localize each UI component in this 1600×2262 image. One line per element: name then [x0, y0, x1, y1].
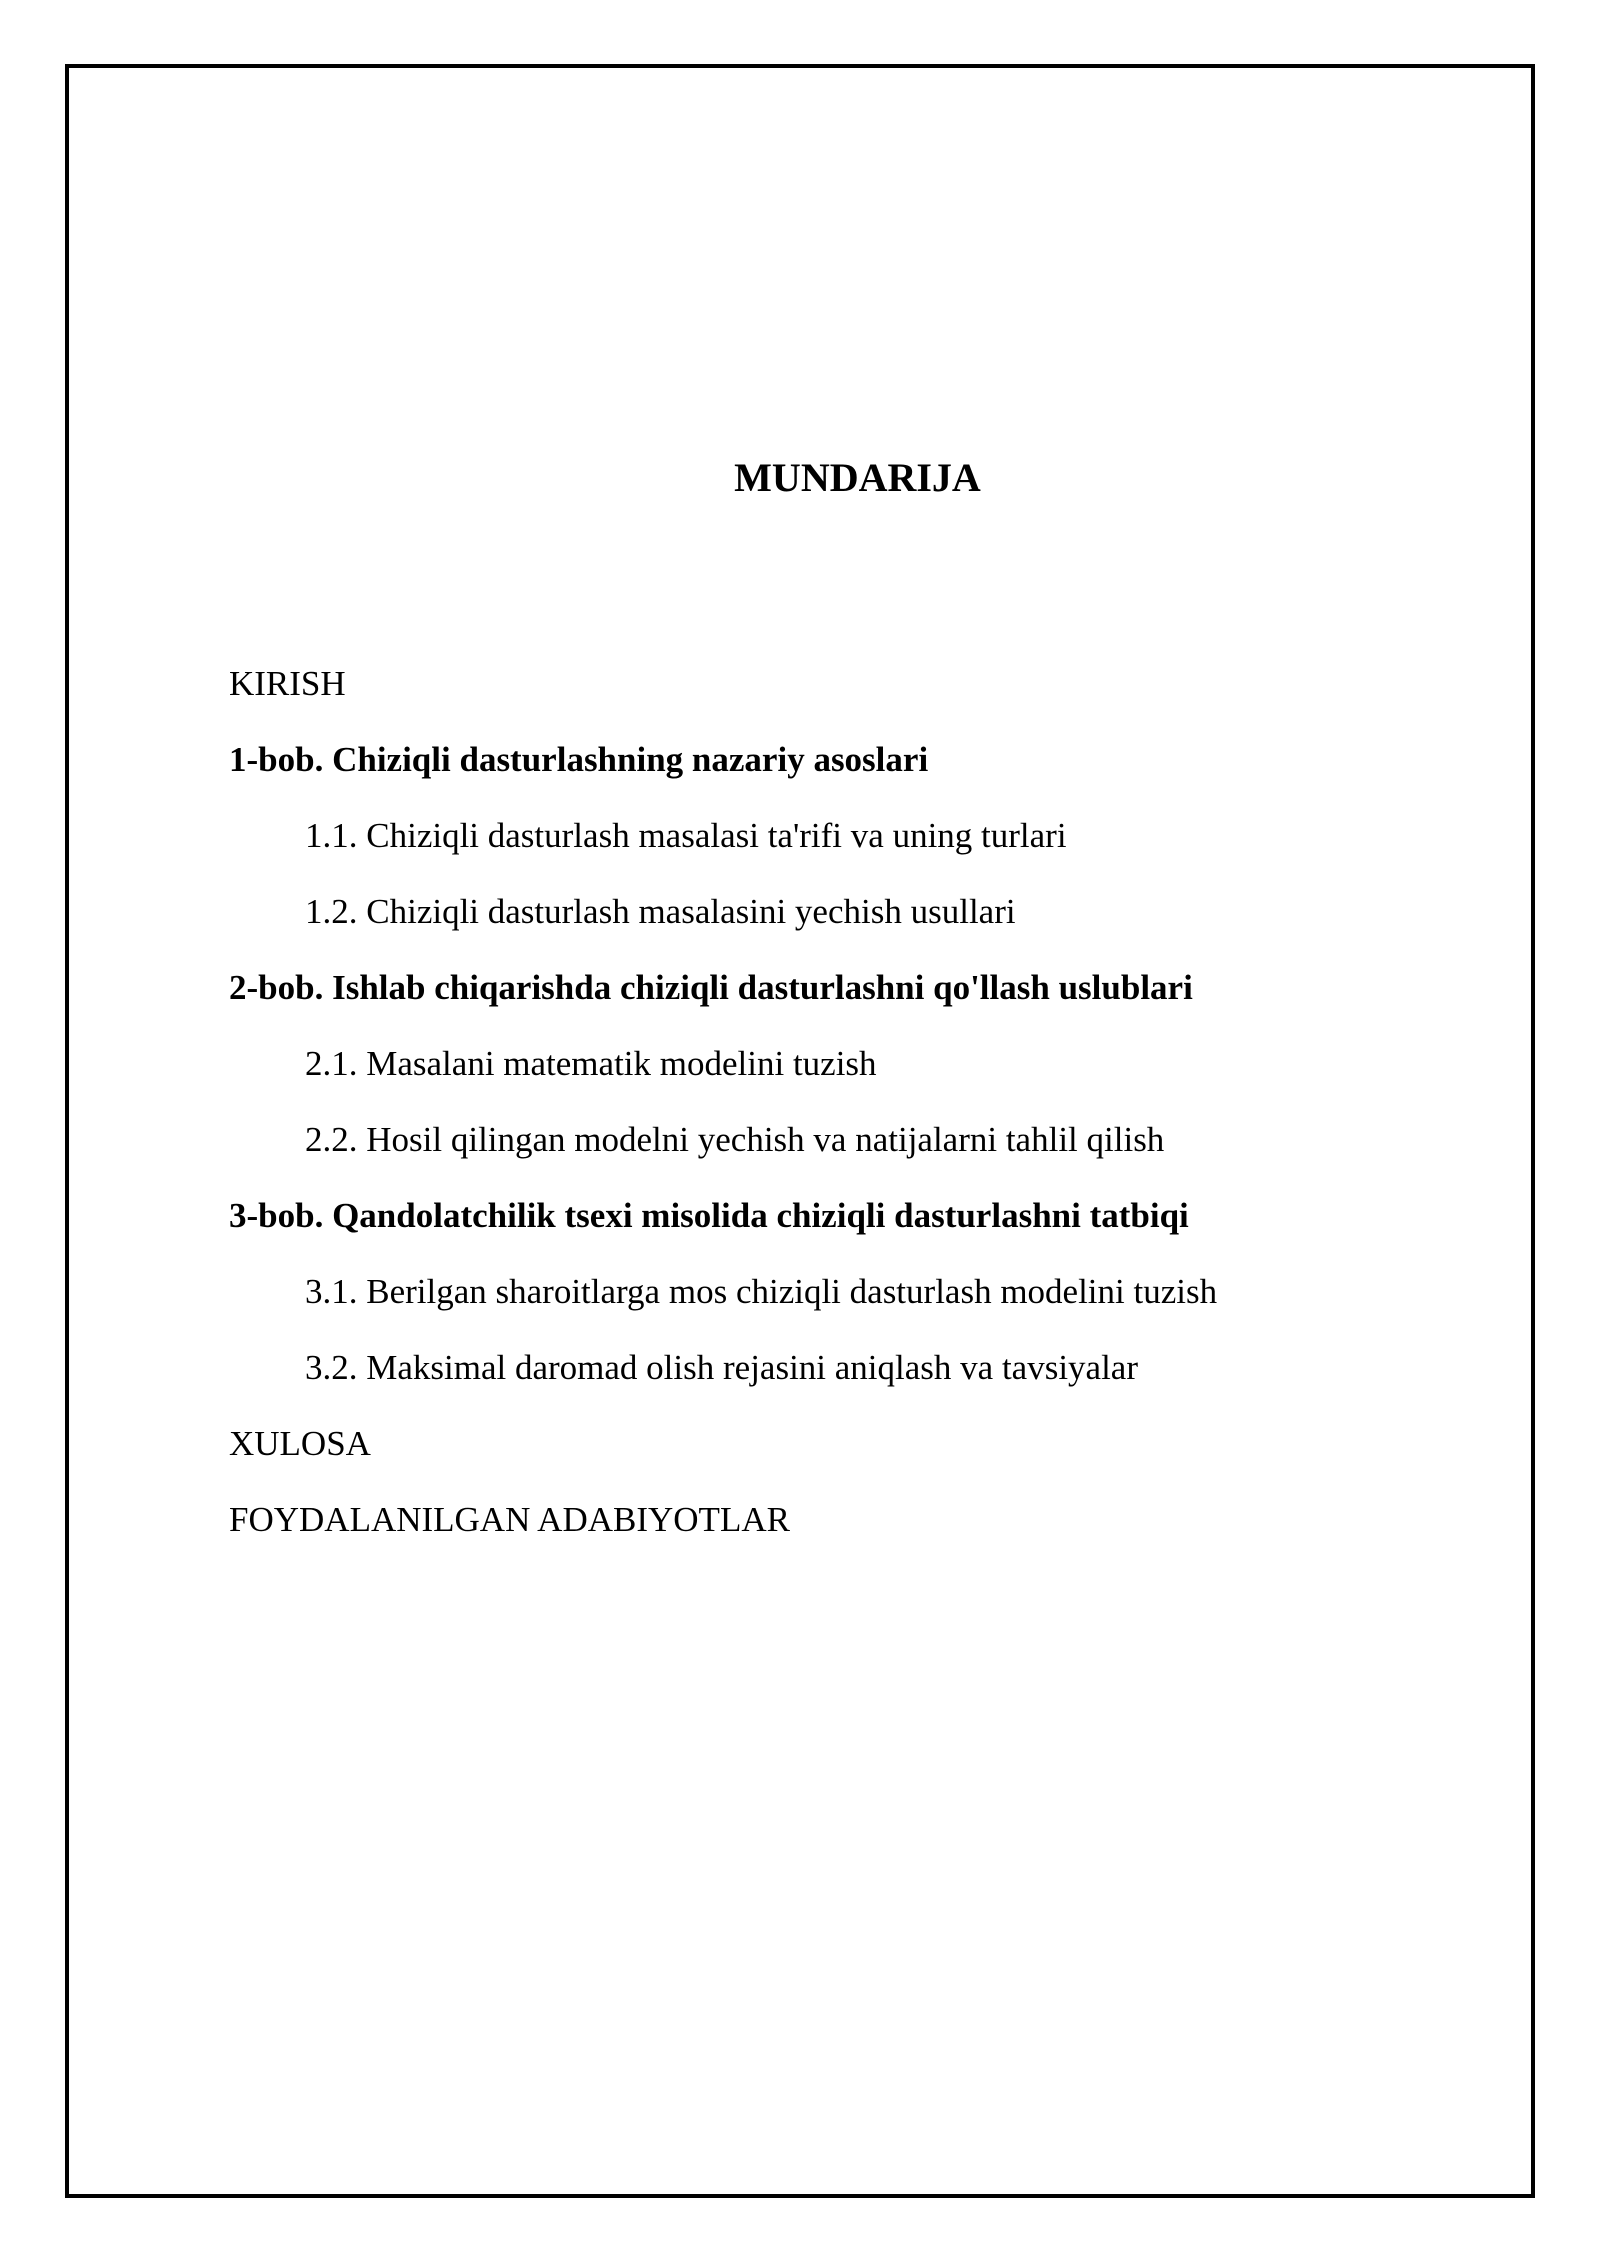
- toc-item-kirish: KIRISH: [229, 664, 346, 703]
- toc-item-xulosa: XULOSA: [229, 1424, 371, 1463]
- toc-section-3-2: 3.2. Maksimal daromad olish rejasini aniqlash va tavsiyalar: [305, 1348, 1138, 1387]
- toc-section-1-2: 1.2. Chiziqli dasturlash masalasini yechish usullari: [305, 892, 1016, 931]
- toc-chapter-1: 1-bob. Chiziqli dasturlashning nazariy asoslari: [229, 740, 929, 779]
- toc-section-3-1: 3.1. Berilgan sharoitlarga mos chiziqli dasturlash modelini tuzish: [305, 1272, 1218, 1311]
- toc-chapter-3: 3-bob. Qandolatchilik tsexi misolida chiziqli dasturlashni tatbiqi: [229, 1196, 1189, 1235]
- toc-section-1-1: 1.1. Chiziqli dasturlash masalasi ta'rifi va uning turlari: [305, 816, 1067, 855]
- toc-chapter-2: 2-bob. Ishlab chiqarishda chiziqli dasturlashni qo'llash uslublari: [229, 968, 1193, 1007]
- toc-section-2-2: 2.2. Hosil qilingan modelni yechish va natijalarni tahlil qilish: [305, 1120, 1165, 1159]
- page-title: MUNDARIJA: [734, 455, 981, 500]
- toc-item-references: FOYDALANILGAN ADABIYOTLAR: [229, 1500, 790, 1539]
- table-of-contents: [229, 646, 1479, 1558]
- toc-section-2-1: 2.1. Masalani matematik modelini tuzish: [305, 1044, 877, 1083]
